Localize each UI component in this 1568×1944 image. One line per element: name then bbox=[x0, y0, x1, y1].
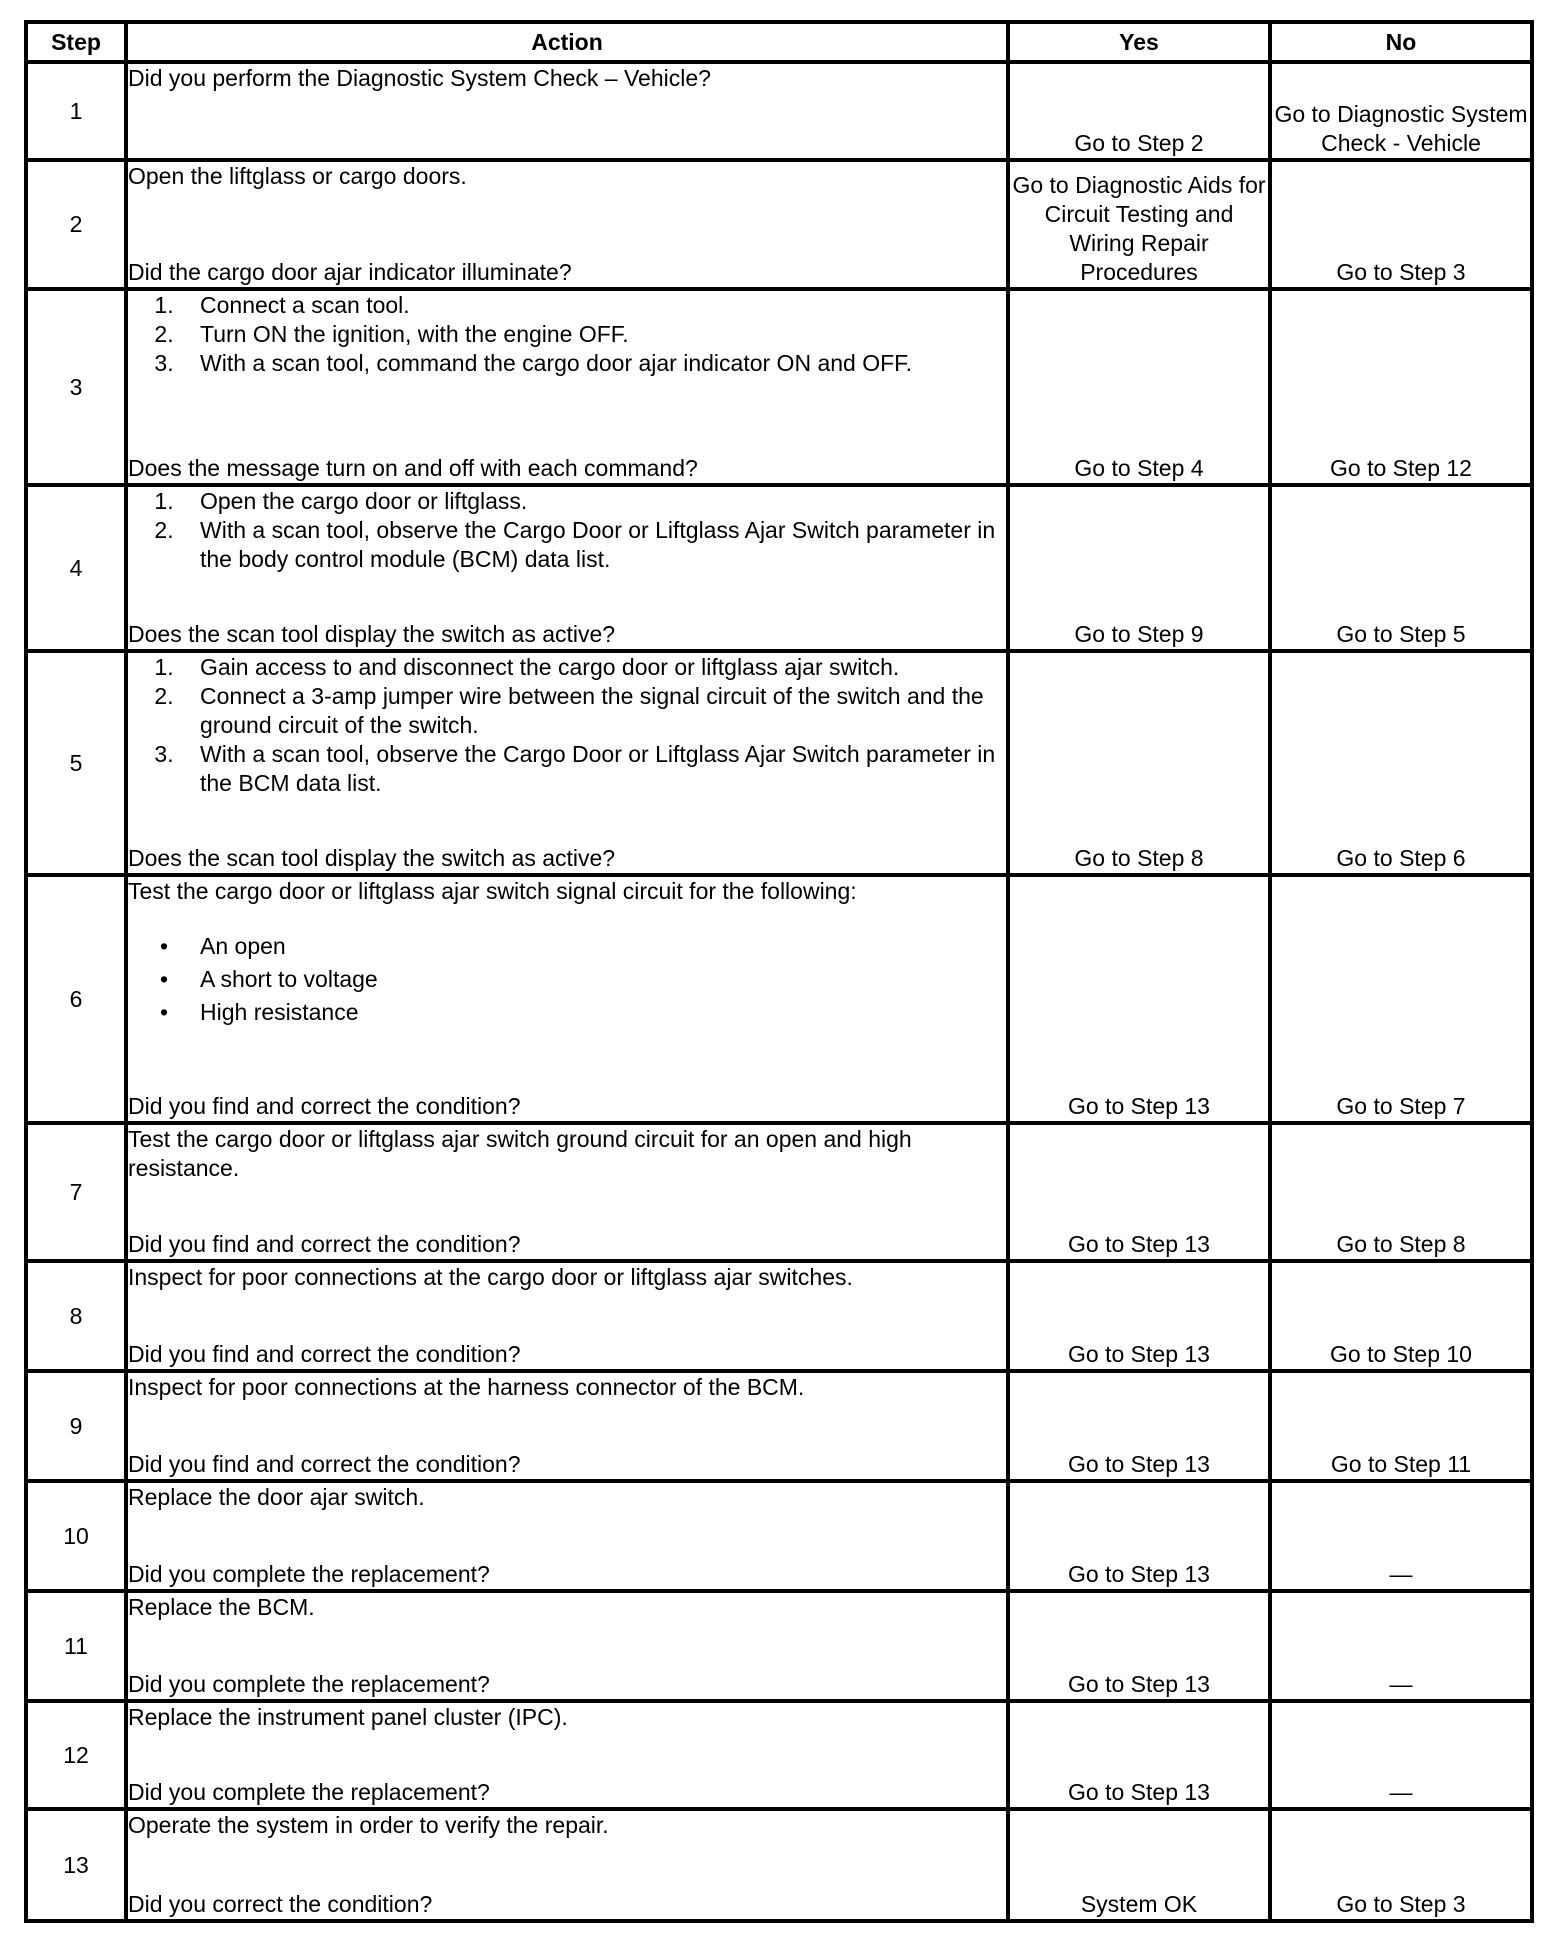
table-row bbox=[26, 485, 1532, 651]
action-content bbox=[128, 1373, 1006, 1479]
list-item-text: High resistance bbox=[200, 999, 359, 1025]
table-row bbox=[26, 1809, 1532, 1921]
action-content bbox=[128, 1483, 1006, 1589]
action-body bbox=[128, 1483, 1006, 1512]
table-row bbox=[26, 1701, 1532, 1809]
action-cell bbox=[126, 1701, 1008, 1809]
action-content bbox=[128, 1263, 1006, 1369]
action-intro: Did you perform the Diagnostic System Check – Vehicle? bbox=[128, 65, 711, 91]
yes-result: Go to Step 13 bbox=[1008, 1261, 1270, 1371]
list-item bbox=[128, 998, 1006, 1027]
list-item-text: With a scan tool, command the cargo door ajar indicator ON and OFF. bbox=[200, 350, 913, 376]
bullet-marker: • bbox=[159, 999, 169, 1025]
action-question: Does the scan tool display the switch as active? bbox=[128, 621, 616, 647]
list-item bbox=[128, 740, 1006, 798]
item-number: 1. bbox=[154, 488, 174, 514]
yes-result: Go to Step 4 bbox=[1008, 289, 1270, 485]
action-body bbox=[128, 162, 1006, 191]
header-yes: Yes bbox=[1008, 22, 1270, 62]
list-item bbox=[128, 291, 1006, 320]
action-body bbox=[128, 64, 1006, 93]
list-item bbox=[128, 349, 1006, 378]
action-content bbox=[128, 1703, 1006, 1807]
yes-result: Go to Step 13 bbox=[1008, 1481, 1270, 1591]
action-cell bbox=[126, 485, 1008, 651]
action-intro: Operate the system in order to verify the repair. bbox=[128, 1812, 609, 1838]
action-cell bbox=[126, 289, 1008, 485]
list-item-text: With a scan tool, observe the Cargo Door or Liftglass Ajar Switch parameter in the BCM data list. bbox=[200, 741, 996, 796]
step-number: 12 bbox=[26, 1701, 126, 1809]
step-number: 4 bbox=[26, 485, 126, 651]
table-row bbox=[26, 651, 1532, 875]
header-step: Step bbox=[26, 22, 126, 62]
action-body bbox=[128, 1593, 1006, 1622]
action-body bbox=[128, 1703, 1006, 1732]
action-content bbox=[128, 291, 1006, 483]
action-content bbox=[128, 1125, 1006, 1259]
list-item-text: Connect a 3-amp jumper wire between the signal circuit of the switch and the ground circuit of the switch. bbox=[200, 683, 984, 738]
action-body bbox=[128, 1373, 1006, 1402]
action-content bbox=[128, 64, 1006, 158]
no-result: Go to Step 10 bbox=[1270, 1261, 1532, 1371]
step-number: 13 bbox=[26, 1809, 126, 1921]
list-item-text: Turn ON the ignition, with the engine OFF. bbox=[200, 321, 629, 347]
action-question: Did you complete the replacement? bbox=[128, 1561, 490, 1587]
item-number: 3. bbox=[154, 350, 174, 376]
header-row bbox=[26, 22, 1532, 62]
table-row bbox=[26, 875, 1532, 1123]
list-item-text: With a scan tool, observe the Cargo Door or Liftglass Ajar Switch parameter in the body control module (BCM) data list. bbox=[200, 517, 996, 572]
step-number: 9 bbox=[26, 1371, 126, 1481]
list-item bbox=[128, 965, 1006, 994]
action-content bbox=[128, 487, 1006, 649]
action-question: Does the message turn on and off with each command? bbox=[128, 455, 698, 481]
action-question: Does the scan tool display the switch as active? bbox=[128, 845, 616, 871]
yes-result: Go to Step 2 bbox=[1008, 62, 1270, 160]
action-question: Did the cargo door ajar indicator illuminate? bbox=[128, 259, 572, 285]
action-question: Did you correct the condition? bbox=[128, 1891, 433, 1917]
action-cell bbox=[126, 62, 1008, 160]
no-result: Go to Step 5 bbox=[1270, 485, 1532, 651]
action-content bbox=[128, 653, 1006, 873]
no-result: Go to Step 11 bbox=[1270, 1371, 1532, 1481]
step-number: 7 bbox=[26, 1123, 126, 1261]
step-number: 1 bbox=[26, 62, 126, 160]
yes-result: Go to Step 13 bbox=[1008, 875, 1270, 1123]
list-item bbox=[128, 487, 1006, 516]
step-number: 3 bbox=[26, 289, 126, 485]
list-item bbox=[128, 516, 1006, 574]
no-result: Go to Step 8 bbox=[1270, 1123, 1532, 1261]
list-item-text: Connect a scan tool. bbox=[200, 292, 410, 318]
yes-result: Go to Step 13 bbox=[1008, 1123, 1270, 1261]
yes-result: Go to Step 8 bbox=[1008, 651, 1270, 875]
step-number: 6 bbox=[26, 875, 126, 1123]
header-no: No bbox=[1270, 22, 1532, 62]
step-number: 10 bbox=[26, 1481, 126, 1591]
bullet-marker: • bbox=[159, 933, 169, 959]
yes-result: Go to Step 13 bbox=[1008, 1591, 1270, 1701]
no-result: Go to Step 6 bbox=[1270, 651, 1532, 875]
action-cell bbox=[126, 1809, 1008, 1921]
action-body bbox=[128, 487, 1006, 574]
item-number: 3. bbox=[154, 741, 174, 767]
action-intro: Replace the door ajar switch. bbox=[128, 1484, 425, 1510]
step-number: 5 bbox=[26, 651, 126, 875]
item-number: 2. bbox=[154, 321, 174, 347]
table-row bbox=[26, 1371, 1532, 1481]
action-cell bbox=[126, 1591, 1008, 1701]
list-item-text: Gain access to and disconnect the cargo door or liftglass ajar switch. bbox=[200, 654, 900, 680]
numbered-list bbox=[128, 487, 1006, 574]
yes-result: Go to Step 13 bbox=[1008, 1371, 1270, 1481]
numbered-list bbox=[128, 653, 1006, 798]
action-cell bbox=[126, 875, 1008, 1123]
step-number: 2 bbox=[26, 160, 126, 289]
action-cell bbox=[126, 160, 1008, 289]
list-item-text: An open bbox=[200, 933, 286, 959]
bullet-marker: • bbox=[159, 966, 169, 992]
action-cell bbox=[126, 651, 1008, 875]
no-result: Go to Step 7 bbox=[1270, 875, 1532, 1123]
action-intro: Replace the instrument panel cluster (IPC). bbox=[128, 1704, 568, 1730]
action-question: Did you find and correct the condition? bbox=[128, 1231, 521, 1257]
no-result: — bbox=[1270, 1481, 1532, 1591]
list-item-text: Open the cargo door or liftglass. bbox=[200, 488, 528, 514]
diagnostic-table bbox=[24, 20, 1534, 1923]
table-row bbox=[26, 1123, 1532, 1261]
header-action: Action bbox=[126, 22, 1008, 62]
no-result: — bbox=[1270, 1591, 1532, 1701]
action-body bbox=[128, 877, 1006, 1057]
step-number: 8 bbox=[26, 1261, 126, 1371]
action-intro: Replace the BCM. bbox=[128, 1594, 315, 1620]
action-intro: Inspect for poor connections at the cargo door or liftglass ajar switches. bbox=[128, 1264, 853, 1290]
list-item-text: A short to voltage bbox=[200, 966, 378, 992]
yes-result: System OK bbox=[1008, 1809, 1270, 1921]
action-question: Did you find and correct the condition? bbox=[128, 1451, 521, 1477]
action-intro: Inspect for poor connections at the harness connector of the BCM. bbox=[128, 1374, 805, 1400]
action-intro: Open the liftglass or cargo doors. bbox=[128, 163, 467, 189]
action-cell bbox=[126, 1123, 1008, 1261]
no-result: — bbox=[1270, 1701, 1532, 1809]
bullet-list bbox=[128, 932, 1006, 1027]
action-content bbox=[128, 1593, 1006, 1699]
item-number: 2. bbox=[154, 683, 174, 709]
table-body bbox=[26, 62, 1532, 1921]
action-body bbox=[128, 1263, 1006, 1292]
action-cell bbox=[126, 1371, 1008, 1481]
action-question: Did you complete the replacement? bbox=[128, 1671, 490, 1697]
action-content bbox=[128, 1811, 1006, 1919]
action-content bbox=[128, 162, 1006, 287]
no-result: Go to Step 12 bbox=[1270, 289, 1532, 485]
action-body bbox=[128, 291, 1006, 378]
action-cell bbox=[126, 1261, 1008, 1371]
action-cell bbox=[126, 1481, 1008, 1591]
action-body bbox=[128, 1811, 1006, 1840]
action-question: Did you find and correct the condition? bbox=[128, 1341, 521, 1367]
list-item bbox=[128, 653, 1006, 682]
item-number: 1. bbox=[154, 292, 174, 318]
action-intro: Test the cargo door or liftglass ajar switch signal circuit for the following: bbox=[128, 878, 857, 904]
table-row bbox=[26, 62, 1532, 160]
table-row bbox=[26, 289, 1532, 485]
action-question: Did you find and correct the condition? bbox=[128, 1093, 521, 1119]
no-result: Go to Diagnostic System Check - Vehicle bbox=[1270, 62, 1532, 160]
item-number: 2. bbox=[154, 517, 174, 543]
action-question: Did you complete the replacement? bbox=[128, 1779, 490, 1805]
action-intro: Test the cargo door or liftglass ajar switch ground circuit for an open and high resistance. bbox=[128, 1126, 912, 1181]
table-row bbox=[26, 1261, 1532, 1371]
list-item bbox=[128, 932, 1006, 961]
table-row bbox=[26, 160, 1532, 289]
numbered-list bbox=[128, 291, 1006, 378]
no-result: Go to Step 3 bbox=[1270, 1809, 1532, 1921]
action-body bbox=[128, 653, 1006, 798]
action-content bbox=[128, 877, 1006, 1121]
step-number: 11 bbox=[26, 1591, 126, 1701]
no-result: Go to Step 3 bbox=[1270, 160, 1532, 289]
list-item bbox=[128, 682, 1006, 740]
yes-result: Go to Step 13 bbox=[1008, 1701, 1270, 1809]
action-body bbox=[128, 1125, 1006, 1183]
table-row bbox=[26, 1591, 1532, 1701]
list-item bbox=[128, 320, 1006, 349]
yes-result: Go to Step 9 bbox=[1008, 485, 1270, 651]
table-row bbox=[26, 1481, 1532, 1591]
item-number: 1. bbox=[154, 654, 174, 680]
yes-result: Go to Diagnostic Aids for Circuit Testing and Wiring Repair Procedures bbox=[1008, 160, 1270, 289]
